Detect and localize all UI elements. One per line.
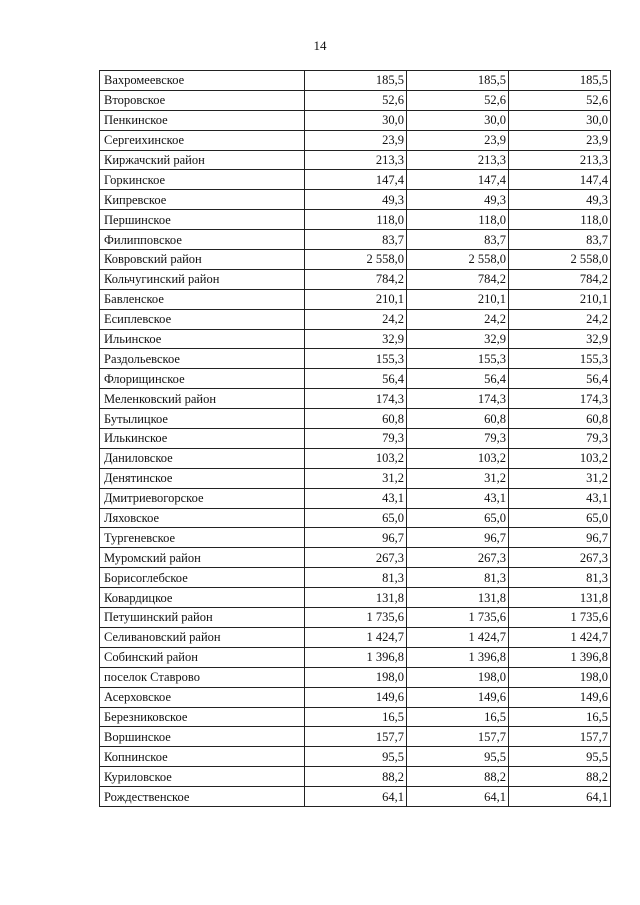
table-row — [100, 647, 611, 667]
table-row — [100, 309, 611, 329]
value-cell-3: 174,3 — [509, 389, 611, 409]
table-row — [100, 349, 611, 369]
value-cell-2: 52,6 — [407, 90, 509, 110]
value-cell-2: 198,0 — [407, 667, 509, 687]
municipality-name-cell: Кипревское — [100, 190, 305, 210]
value-cell-2: 88,2 — [407, 767, 509, 787]
value-cell-1: 60,8 — [305, 409, 407, 429]
value-cell-1: 23,9 — [305, 130, 407, 150]
table-row — [100, 269, 611, 289]
value-cell-2: 31,2 — [407, 468, 509, 488]
value-cell-2: 95,5 — [407, 747, 509, 767]
value-cell-2: 60,8 — [407, 409, 509, 429]
table-row — [100, 608, 611, 628]
table-row — [100, 429, 611, 449]
municipality-name-cell: Ильинское — [100, 329, 305, 349]
table-row — [100, 448, 611, 468]
table-row — [100, 329, 611, 349]
value-cell-3: 95,5 — [509, 747, 611, 767]
value-cell-2: 96,7 — [407, 528, 509, 548]
value-cell-1: 174,3 — [305, 389, 407, 409]
value-cell-1: 155,3 — [305, 349, 407, 369]
value-cell-3: 64,1 — [509, 787, 611, 807]
value-cell-3: 79,3 — [509, 429, 611, 449]
municipality-name-cell: Березниковское — [100, 707, 305, 727]
municipality-name-cell: Селивановский район — [100, 627, 305, 647]
table-row — [100, 110, 611, 130]
municipality-name-cell: поселок Ставрово — [100, 667, 305, 687]
value-cell-2: 65,0 — [407, 508, 509, 528]
municipality-name-cell: Петушинский район — [100, 608, 305, 628]
value-cell-1: 1 735,6 — [305, 608, 407, 628]
value-cell-2: 1 735,6 — [407, 608, 509, 628]
value-cell-2: 56,4 — [407, 369, 509, 389]
value-cell-1: 2 558,0 — [305, 250, 407, 270]
municipality-name-cell: Киржачский район — [100, 150, 305, 170]
value-cell-3: 198,0 — [509, 667, 611, 687]
value-cell-3: 23,9 — [509, 130, 611, 150]
value-cell-2: 210,1 — [407, 289, 509, 309]
value-cell-1: 149,6 — [305, 687, 407, 707]
value-cell-1: 24,2 — [305, 309, 407, 329]
page-number: 14 — [313, 38, 327, 53]
table-row — [100, 230, 611, 250]
value-cell-3: 784,2 — [509, 269, 611, 289]
value-cell-2: 118,0 — [407, 210, 509, 230]
value-cell-1: 49,3 — [305, 190, 407, 210]
value-cell-2: 1 424,7 — [407, 627, 509, 647]
value-cell-3: 103,2 — [509, 448, 611, 468]
value-cell-1: 95,5 — [305, 747, 407, 767]
value-cell-2: 147,4 — [407, 170, 509, 190]
value-cell-1: 56,4 — [305, 369, 407, 389]
municipality-name-cell: Асерховское — [100, 687, 305, 707]
value-cell-2: 267,3 — [407, 548, 509, 568]
value-cell-2: 149,6 — [407, 687, 509, 707]
table-row — [100, 250, 611, 270]
value-cell-1: 81,3 — [305, 568, 407, 588]
value-cell-3: 149,6 — [509, 687, 611, 707]
value-cell-1: 210,1 — [305, 289, 407, 309]
municipality-name-cell: Першинское — [100, 210, 305, 230]
value-cell-1: 157,7 — [305, 727, 407, 747]
value-cell-2: 784,2 — [407, 269, 509, 289]
value-cell-3: 96,7 — [509, 528, 611, 548]
municipality-name-cell: Ковровский район — [100, 250, 305, 270]
value-cell-2: 30,0 — [407, 110, 509, 130]
value-cell-2: 79,3 — [407, 429, 509, 449]
municipality-name-cell: Вахромеевское — [100, 71, 305, 91]
table-row — [100, 409, 611, 429]
table-row — [100, 548, 611, 568]
value-cell-2: 174,3 — [407, 389, 509, 409]
table-row — [100, 389, 611, 409]
value-cell-3: 49,3 — [509, 190, 611, 210]
value-cell-1: 83,7 — [305, 230, 407, 250]
table-row — [100, 369, 611, 389]
municipality-name-cell: Раздольевское — [100, 349, 305, 369]
value-cell-3: 157,7 — [509, 727, 611, 747]
value-cell-3: 31,2 — [509, 468, 611, 488]
table-row — [100, 767, 611, 787]
value-cell-1: 213,3 — [305, 150, 407, 170]
municipality-name-cell: Илькинское — [100, 429, 305, 449]
table-row — [100, 707, 611, 727]
value-cell-2: 157,7 — [407, 727, 509, 747]
value-cell-2: 32,9 — [407, 329, 509, 349]
table-row — [100, 190, 611, 210]
table-row — [100, 588, 611, 608]
value-cell-2: 155,3 — [407, 349, 509, 369]
table-row — [100, 90, 611, 110]
table-body — [100, 71, 611, 807]
municipality-name-cell: Ляховское — [100, 508, 305, 528]
value-cell-1: 118,0 — [305, 210, 407, 230]
value-cell-3: 147,4 — [509, 170, 611, 190]
table-row — [100, 289, 611, 309]
table-row — [100, 210, 611, 230]
value-cell-1: 784,2 — [305, 269, 407, 289]
municipality-name-cell: Тургеневское — [100, 528, 305, 548]
municipality-name-cell: Собинский район — [100, 647, 305, 667]
value-cell-3: 185,5 — [509, 71, 611, 91]
data-table — [99, 70, 611, 807]
value-cell-1: 64,1 — [305, 787, 407, 807]
municipality-name-cell: Ковардицкое — [100, 588, 305, 608]
value-cell-3: 30,0 — [509, 110, 611, 130]
municipality-name-cell: Меленковский район — [100, 389, 305, 409]
municipality-name-cell: Бутылицкое — [100, 409, 305, 429]
value-cell-1: 1 396,8 — [305, 647, 407, 667]
value-cell-3: 65,0 — [509, 508, 611, 528]
municipality-name-cell: Пенкинское — [100, 110, 305, 130]
table-row — [100, 528, 611, 548]
value-cell-2: 2 558,0 — [407, 250, 509, 270]
value-cell-1: 147,4 — [305, 170, 407, 190]
value-cell-1: 131,8 — [305, 588, 407, 608]
municipality-name-cell: Воршинское — [100, 727, 305, 747]
value-cell-3: 2 558,0 — [509, 250, 611, 270]
table-row — [100, 687, 611, 707]
table-row — [100, 727, 611, 747]
value-cell-2: 103,2 — [407, 448, 509, 468]
value-cell-3: 155,3 — [509, 349, 611, 369]
value-cell-1: 198,0 — [305, 667, 407, 687]
table-row — [100, 667, 611, 687]
value-cell-3: 32,9 — [509, 329, 611, 349]
value-cell-1: 79,3 — [305, 429, 407, 449]
value-cell-2: 23,9 — [407, 130, 509, 150]
value-cell-1: 31,2 — [305, 468, 407, 488]
table-row — [100, 468, 611, 488]
value-cell-1: 52,6 — [305, 90, 407, 110]
value-cell-2: 185,5 — [407, 71, 509, 91]
value-cell-2: 81,3 — [407, 568, 509, 588]
value-cell-3: 1 735,6 — [509, 608, 611, 628]
value-cell-2: 83,7 — [407, 230, 509, 250]
value-cell-1: 43,1 — [305, 488, 407, 508]
value-cell-1: 96,7 — [305, 528, 407, 548]
table-row — [100, 627, 611, 647]
table-row — [100, 568, 611, 588]
value-cell-3: 1 396,8 — [509, 647, 611, 667]
table-row — [100, 508, 611, 528]
table-row — [100, 747, 611, 767]
value-cell-3: 16,5 — [509, 707, 611, 727]
municipality-name-cell: Есиплевское — [100, 309, 305, 329]
value-cell-3: 131,8 — [509, 588, 611, 608]
value-cell-2: 43,1 — [407, 488, 509, 508]
value-cell-2: 64,1 — [407, 787, 509, 807]
municipality-name-cell: Рождественское — [100, 787, 305, 807]
value-cell-3: 267,3 — [509, 548, 611, 568]
municipality-name-cell: Бавленское — [100, 289, 305, 309]
value-cell-1: 30,0 — [305, 110, 407, 130]
municipality-name-cell: Куриловское — [100, 767, 305, 787]
municipality-name-cell: Горкинское — [100, 170, 305, 190]
value-cell-2: 16,5 — [407, 707, 509, 727]
value-cell-3: 60,8 — [509, 409, 611, 429]
value-cell-3: 118,0 — [509, 210, 611, 230]
municipality-name-cell: Флорищинское — [100, 369, 305, 389]
value-cell-3: 52,6 — [509, 90, 611, 110]
value-cell-3: 81,3 — [509, 568, 611, 588]
table-row — [100, 787, 611, 807]
value-cell-3: 1 424,7 — [509, 627, 611, 647]
municipality-name-cell: Денятинское — [100, 468, 305, 488]
value-cell-1: 1 424,7 — [305, 627, 407, 647]
municipality-name-cell: Копнинское — [100, 747, 305, 767]
municipality-name-cell: Кольчугинский район — [100, 269, 305, 289]
table-row — [100, 71, 611, 91]
value-cell-3: 88,2 — [509, 767, 611, 787]
municipality-name-cell: Даниловское — [100, 448, 305, 468]
value-cell-1: 65,0 — [305, 508, 407, 528]
value-cell-2: 49,3 — [407, 190, 509, 210]
municipality-name-cell: Дмитриевогорское — [100, 488, 305, 508]
table-row — [100, 130, 611, 150]
table-row — [100, 488, 611, 508]
municipality-name-cell: Муромский район — [100, 548, 305, 568]
value-cell-2: 24,2 — [407, 309, 509, 329]
value-cell-1: 185,5 — [305, 71, 407, 91]
value-cell-3: 43,1 — [509, 488, 611, 508]
value-cell-1: 16,5 — [305, 707, 407, 727]
value-cell-1: 88,2 — [305, 767, 407, 787]
value-cell-1: 103,2 — [305, 448, 407, 468]
value-cell-1: 32,9 — [305, 329, 407, 349]
value-cell-2: 213,3 — [407, 150, 509, 170]
municipality-name-cell: Сергеихинское — [100, 130, 305, 150]
value-cell-2: 131,8 — [407, 588, 509, 608]
table-row — [100, 150, 611, 170]
municipality-name-cell: Второвское — [100, 90, 305, 110]
value-cell-3: 56,4 — [509, 369, 611, 389]
municipality-name-cell: Филипповское — [100, 230, 305, 250]
value-cell-2: 1 396,8 — [407, 647, 509, 667]
value-cell-3: 213,3 — [509, 150, 611, 170]
value-cell-1: 267,3 — [305, 548, 407, 568]
table-row — [100, 170, 611, 190]
value-cell-3: 210,1 — [509, 289, 611, 309]
municipality-name-cell: Борисоглебское — [100, 568, 305, 588]
value-cell-3: 24,2 — [509, 309, 611, 329]
value-cell-3: 83,7 — [509, 230, 611, 250]
